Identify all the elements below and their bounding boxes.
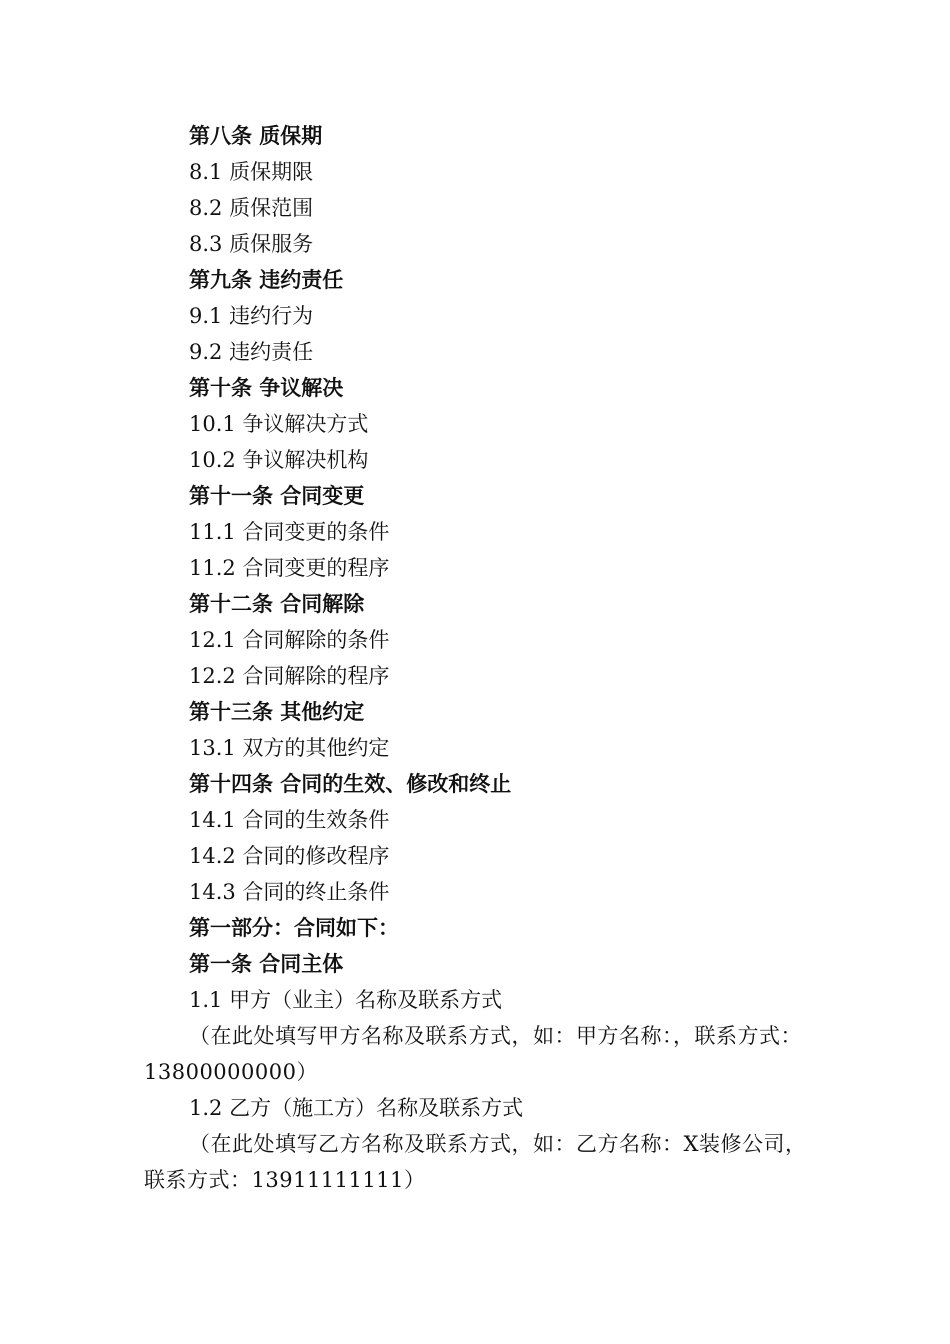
clause-item: 14.1 合同的生效条件 [189, 808, 390, 832]
article-heading: 第十二条 合同解除 [189, 592, 365, 616]
clause-item: 10.2 争议解决机构 [189, 448, 369, 472]
clause-item: 14.2 合同的修改程序 [189, 844, 390, 868]
article-heading: 第十条 争议解决 [189, 376, 344, 400]
clause-item: 1.1 甲方（业主）名称及联系方式 [189, 988, 503, 1012]
party-a-instructions: （在此处填写甲方名称及联系方式，如：甲方名称：，联系方式：13800000000） [144, 1024, 802, 1084]
clause-item: 9.1 违约行为 [189, 304, 314, 328]
clause-item: 8.1 质保期限 [189, 160, 314, 184]
clause-item: 8.2 质保范围 [189, 196, 314, 220]
document-body [144, 118, 812, 1198]
article-heading: 第一条 合同主体 [189, 952, 344, 976]
clause-item: 11.2 合同变更的程序 [189, 556, 390, 580]
clause-item: 13.1 双方的其他约定 [189, 736, 390, 760]
clause-item: 10.1 争议解决方式 [189, 412, 369, 436]
article-heading: 第十四条 合同的生效、修改和终止 [189, 772, 512, 796]
clause-item: 12.2 合同解除的程序 [189, 664, 390, 688]
article-heading: 第九条 违约责任 [189, 268, 344, 292]
article-heading: 第八条 质保期 [189, 124, 323, 148]
article-heading: 第一部分：合同如下： [189, 916, 399, 940]
party-b-instructions: （在此处填写乙方名称及联系方式，如：乙方名称：X装修公司，联系方式：13911111111） [144, 1132, 807, 1192]
article-heading: 第十三条 其他约定 [189, 700, 365, 724]
article-heading: 第十一条 合同变更 [189, 484, 365, 508]
clause-list [144, 118, 812, 1018]
clause-item: 9.2 违约责任 [189, 340, 314, 364]
clause-item: 14.3 合同的终止条件 [189, 880, 390, 904]
clause-item: 8.3 质保服务 [189, 232, 314, 256]
clause-item: 12.1 合同解除的条件 [189, 628, 390, 652]
clause-1-2-heading: 1.2 乙方（施工方）名称及联系方式 [189, 1096, 524, 1120]
clause-item: 11.1 合同变更的条件 [189, 520, 390, 544]
